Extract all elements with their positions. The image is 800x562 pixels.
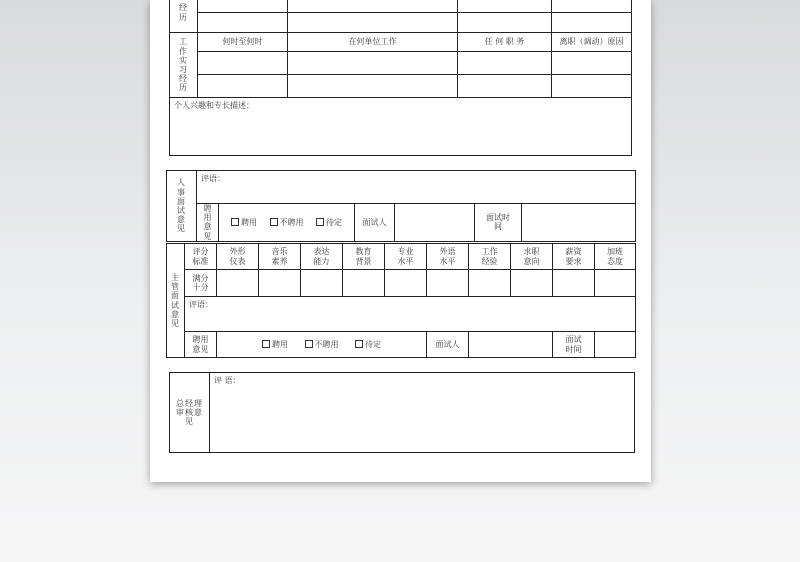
criteria-music: 音乐素养: [259, 244, 301, 270]
col-header-leave-reason: 离职（调动）原因: [552, 33, 632, 52]
gm-section-label: 总经理审核意见: [170, 373, 210, 453]
checkbox-icon: [231, 218, 239, 226]
score-cell[interactable]: [595, 270, 636, 297]
supervisor-interview-table: [166, 243, 636, 358]
criteria-experience: 工作经验: [469, 244, 511, 270]
supervisor-comment-field[interactable]: [185, 297, 636, 332]
score-cell[interactable]: [385, 270, 427, 297]
experience-cell[interactable]: [198, 75, 288, 98]
supervisor-opt-nohire[interactable]: 不聘用: [305, 340, 339, 349]
score-cell[interactable]: [553, 270, 595, 297]
score-cell[interactable]: [511, 270, 553, 297]
score-cell[interactable]: [301, 270, 343, 297]
hr-opt-nohire[interactable]: 不聘用: [270, 218, 304, 227]
prev-row-cell[interactable]: [288, 0, 458, 13]
supervisor-interviewer-label: 面试人: [427, 332, 469, 358]
score-cell[interactable]: [343, 270, 385, 297]
checkbox-icon: [316, 218, 324, 226]
interests-label: 个人兴趣和专长描述：: [174, 101, 254, 110]
prev-row-cell[interactable]: [458, 0, 552, 13]
hr-opt-hire[interactable]: 聘用: [231, 218, 257, 227]
hr-time-label: 面试时间: [475, 204, 522, 242]
hr-hire-options: [219, 204, 355, 242]
score-cell[interactable]: [217, 270, 259, 297]
prev-row-cell[interactable]: [552, 0, 632, 13]
hr-comment-field[interactable]: [197, 171, 636, 204]
score-cell[interactable]: [427, 270, 469, 297]
checkbox-icon: [262, 340, 270, 348]
col-header-position: 任 何 职 务: [458, 33, 552, 52]
supervisor-time-label: 面试时间: [553, 332, 595, 358]
experience-cell[interactable]: [458, 52, 552, 75]
score-standard-label: 评分标准: [185, 244, 217, 270]
gm-comment-field[interactable]: [210, 373, 635, 453]
criteria-education: 教育背景: [343, 244, 385, 270]
experience-cell[interactable]: [198, 52, 288, 75]
prev-row-cell[interactable]: [458, 13, 552, 33]
criteria-salary: 薪资要求: [553, 244, 595, 270]
criteria-appearance: 外形仪表: [217, 244, 259, 270]
supervisor-section-label: 主管面试意见: [167, 244, 185, 358]
supervisor-hire-options: [217, 332, 427, 358]
hr-opt-pending[interactable]: 待定: [316, 218, 342, 227]
criteria-overtime: 加班态度: [595, 244, 636, 270]
supervisor-comment-label: 评语：: [189, 300, 213, 309]
prev-row-cell[interactable]: [198, 0, 288, 13]
hr-interviewer-field[interactable]: [395, 204, 475, 242]
experience-table: [169, 0, 632, 156]
experience-section-label: 工作实习经历: [170, 33, 198, 98]
interests-field[interactable]: [170, 98, 632, 156]
experience-cell[interactable]: [552, 52, 632, 75]
experience-cell[interactable]: [288, 52, 458, 75]
experience-cell[interactable]: [288, 75, 458, 98]
hr-hire-label: 聘用意见: [197, 204, 219, 242]
prev-experience-label: 经历: [170, 0, 198, 33]
supervisor-hire-label: 聘用意见: [185, 332, 217, 358]
experience-cell[interactable]: [458, 75, 552, 98]
full-score-label: 满分十分: [185, 270, 217, 297]
supervisor-time-field[interactable]: [595, 332, 636, 358]
hr-section-label: 人事面试意见: [167, 171, 197, 242]
hr-time-field[interactable]: [522, 204, 636, 242]
hr-comment-label: 评语：: [201, 174, 225, 183]
supervisor-interviewer-field[interactable]: [469, 332, 553, 358]
score-cell[interactable]: [469, 270, 511, 297]
checkbox-icon: [270, 218, 278, 226]
col-header-company: 在何单位工作: [288, 33, 458, 52]
checkbox-icon: [305, 340, 313, 348]
prev-row-cell[interactable]: [198, 13, 288, 33]
criteria-professional: 专业水平: [385, 244, 427, 270]
score-cell[interactable]: [259, 270, 301, 297]
gm-comment-label: 评 语：: [214, 376, 241, 385]
gm-review-table: [169, 372, 635, 453]
criteria-intention: 求职意向: [511, 244, 553, 270]
hr-interviewer-label: 面试人: [355, 204, 395, 242]
criteria-expression: 表达能力: [301, 244, 343, 270]
supervisor-opt-hire[interactable]: 聘用: [262, 340, 288, 349]
col-header-period: 何时至何时: [198, 33, 288, 52]
experience-cell[interactable]: [552, 75, 632, 98]
hr-interview-table: [166, 170, 636, 242]
supervisor-opt-pending[interactable]: 待定: [355, 340, 381, 349]
prev-row-cell[interactable]: [288, 13, 458, 33]
criteria-language: 外语水平: [427, 244, 469, 270]
resume-form-page: [150, 0, 651, 482]
prev-row-cell[interactable]: [552, 13, 632, 33]
checkbox-icon: [355, 340, 363, 348]
